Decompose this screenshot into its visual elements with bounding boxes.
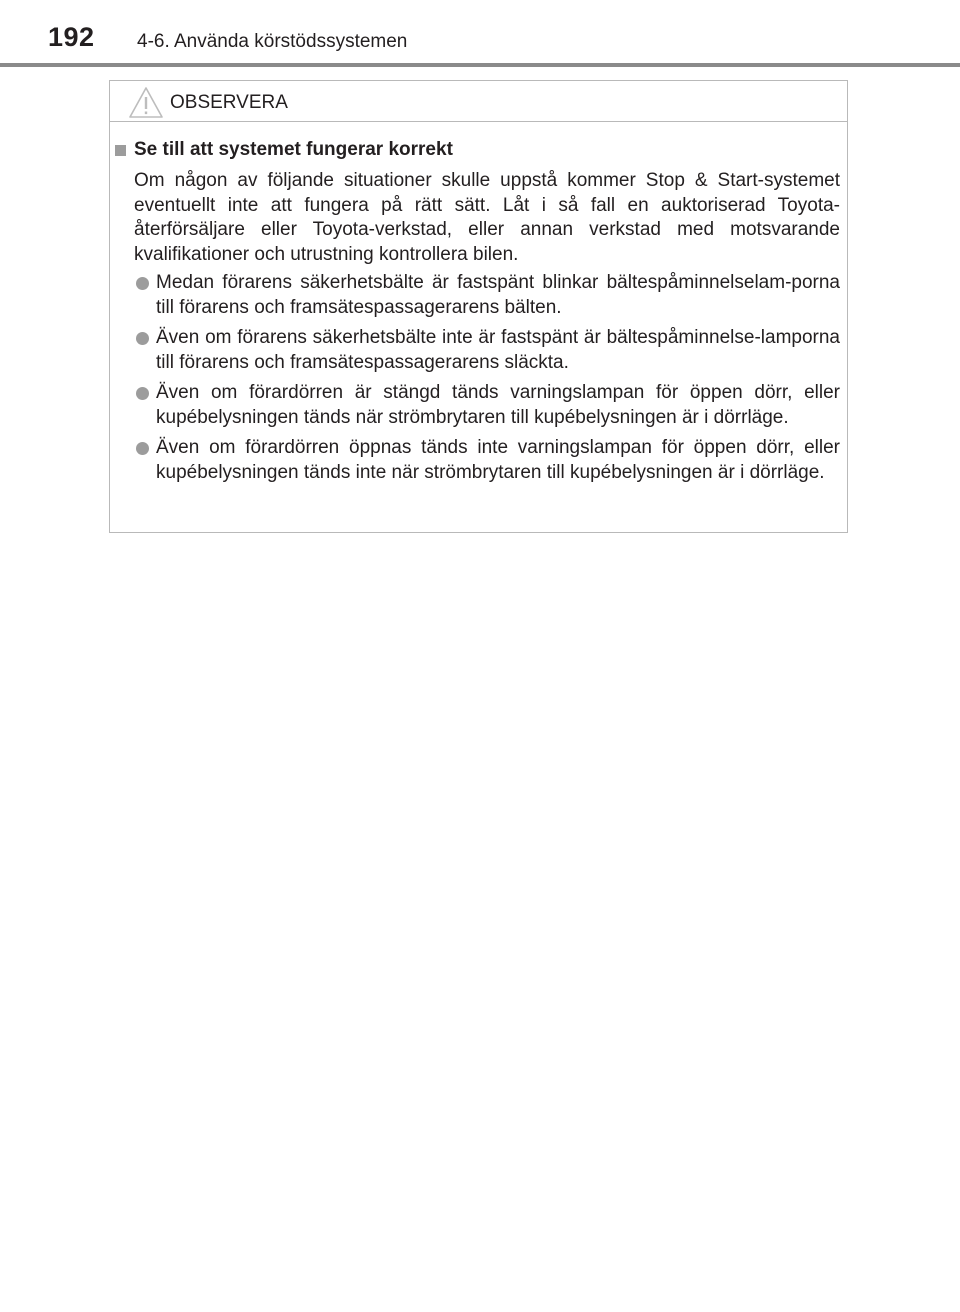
list-item bbox=[134, 326, 840, 375]
page-number: 192 bbox=[48, 22, 95, 52]
round-bullet-icon bbox=[136, 277, 149, 290]
round-bullet-icon bbox=[136, 442, 149, 455]
caution-heading bbox=[115, 139, 453, 161]
round-bullet-icon bbox=[136, 332, 149, 345]
list-item-text: Även om förardörren öppnas tänds inte varningslampan för öppen dörr, eller kupébelysningen tänds inte när strömbrytaren till kupébelysningen är i dörrläge. bbox=[156, 437, 840, 483]
warning-triangle-icon bbox=[128, 86, 164, 119]
square-bullet-icon bbox=[115, 145, 126, 156]
caution-intro-paragraph: Om någon av följande situationer skulle uppstå kommer Stop & Start-systemet eventuellt inte att fungera på rätt sätt. Låt i så fall en auktoriserad Toyota-återförsäljare eller Toyota-verkstad, eller annan verkstad med motsvarande kvalifikationer och utrustning kontrollera bilen. bbox=[134, 170, 840, 265]
section-title: 4-6. Använda körstödssystemen bbox=[137, 31, 408, 52]
header-divider bbox=[0, 63, 960, 67]
round-bullet-icon bbox=[136, 387, 149, 400]
caution-bullet-list bbox=[134, 271, 840, 491]
caution-header bbox=[110, 81, 847, 122]
list-item-text: Även om förardörren är stängd tänds varningslampan för öppen dörr, eller kupébelysningen tänds när strömbrytaren till kupébelysningen är i dörrläge. bbox=[156, 382, 840, 428]
caution-label: OBSERVERA bbox=[170, 92, 288, 113]
list-item bbox=[134, 271, 840, 320]
list-item bbox=[134, 381, 840, 430]
caution-box bbox=[109, 80, 848, 533]
caution-heading-text: Se till att systemet fungerar korrekt bbox=[134, 139, 453, 160]
list-item-text: Medan förarens säkerhetsbälte är fastspänt blinkar bältespåminnelselam-porna till förarens och framsätespassagerarens bälten. bbox=[156, 272, 840, 318]
list-item-text: Även om förarens säkerhetsbälte inte är fastspänt är bältespåminnelse-lamporna till förarens och framsätespassagerarens släckta. bbox=[156, 327, 840, 373]
list-item bbox=[134, 436, 840, 485]
